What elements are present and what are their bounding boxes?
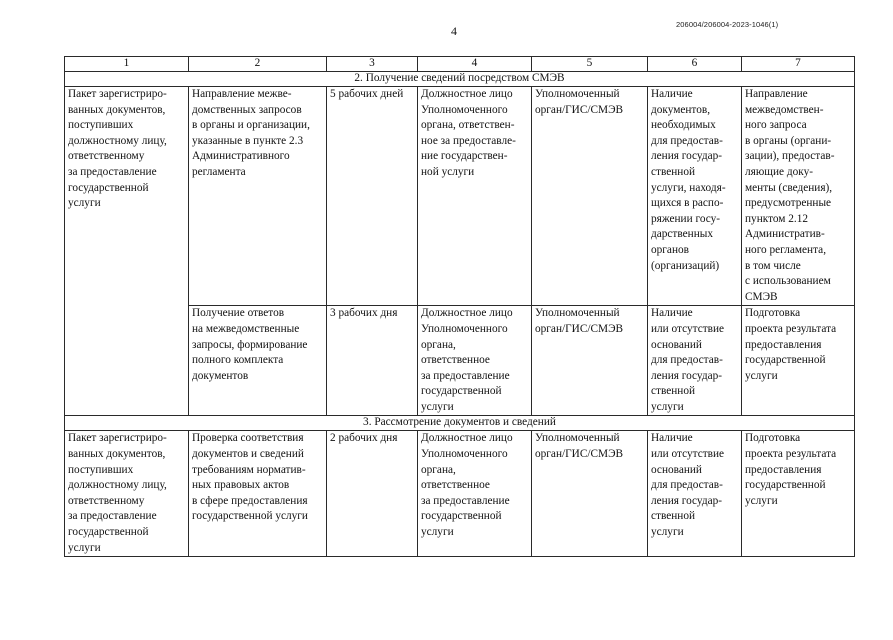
table-cell bbox=[65, 87, 189, 416]
column-header: 1 bbox=[65, 57, 189, 72]
table-cell bbox=[418, 431, 532, 557]
table-row bbox=[65, 87, 855, 306]
section-title: 3. Рассмотрение документов и сведений bbox=[65, 416, 855, 431]
table-cell bbox=[189, 306, 327, 416]
table-cell bbox=[327, 431, 418, 557]
table-cell bbox=[648, 87, 742, 306]
table-cell bbox=[327, 87, 418, 306]
column-header: 7 bbox=[742, 57, 855, 72]
cell-text: Наличие документов, необходимых для предостав- ления государ- ственной услуги, находя- щихся в распо- ряжении госу- дарственных органов (организаций) bbox=[651, 88, 726, 272]
table-cell bbox=[648, 431, 742, 557]
cell-text: Наличие или отсутствие оснований для предостав- ления государ- ственной услуги bbox=[651, 307, 725, 413]
section-header-row bbox=[65, 416, 855, 431]
table-cell bbox=[648, 306, 742, 416]
column-header: 2 bbox=[189, 57, 327, 72]
cell-text: Должностное лицо Уполномоченного органа, ответствен- ное за предоставле- ние государствен- ной услуги bbox=[421, 88, 516, 178]
cell-text: Пакет зарегистриро- ванных документов, поступивших должностному лицу, ответственному за предоставление государственной услуги bbox=[68, 88, 167, 210]
column-header: 4 bbox=[418, 57, 532, 72]
table-cell bbox=[418, 87, 532, 306]
table-cell bbox=[189, 431, 327, 557]
section-title: 2. Получение сведений посредством СМЭВ bbox=[65, 72, 855, 87]
cell-text: Наличие или отсутствие оснований для предостав- ления государ- ственной услуги bbox=[651, 432, 725, 539]
cell-text: 2 рабочих дня bbox=[330, 432, 398, 445]
table-cell bbox=[532, 306, 648, 416]
table-cell bbox=[327, 306, 418, 416]
cell-text: Направление межве- домственных запросов в органы и организации, указанные в пункте 2.3 Административного регламента bbox=[192, 88, 310, 178]
section-header-row bbox=[65, 72, 855, 87]
table-header-row bbox=[65, 57, 855, 72]
document-code: 206004/206004-2023-1046(1) bbox=[676, 20, 779, 29]
table-cell bbox=[742, 431, 855, 557]
cell-text: Направление межведомствен- ного запроса в органы (органи- зации), предостав- ляющие доку- менты (сведения), предусмотренные пунктом 2.12 Административ- ного регламента, в том числе с использованием СМЭВ bbox=[745, 88, 835, 303]
page-number: 4 bbox=[451, 24, 457, 38]
table-cell bbox=[189, 87, 327, 306]
cell-text: Пакет зарегистриро- ванных документов, поступивших должностному лицу, ответственному за предоставление государственной услуги bbox=[68, 432, 167, 554]
column-header: 6 bbox=[648, 57, 742, 72]
cell-text: Уполномоченный орган/ГИС/СМЭВ bbox=[535, 307, 624, 335]
table-cell bbox=[742, 87, 855, 306]
cell-text: Проверка соответствия документов и сведений требованиям норматив- ных правовых актов в сфере предоставления государственной услуги bbox=[192, 432, 308, 523]
cell-text: Уполномоченный орган/ГИС/СМЭВ bbox=[535, 88, 624, 116]
table-cell bbox=[418, 306, 532, 416]
table-cell bbox=[742, 306, 855, 416]
cell-text: Уполномоченный орган/ГИС/СМЭВ bbox=[535, 432, 624, 461]
table-cell bbox=[65, 431, 189, 557]
procedure-table bbox=[64, 56, 855, 557]
table-row bbox=[65, 431, 855, 557]
column-header: 3 bbox=[327, 57, 418, 72]
cell-text: Подготовка проекта результата предоставления государственной услуги bbox=[745, 307, 837, 382]
cell-text: Должностное лицо Уполномоченного органа, ответственное за предоставление государственной услуги bbox=[421, 432, 513, 539]
column-header: 5 bbox=[532, 57, 648, 72]
cell-text: Подготовка проекта результата предоставления государственной услуги bbox=[745, 432, 837, 507]
table-cell bbox=[532, 431, 648, 557]
cell-text: Получение ответов на межведомственные запросы, формирование полного комплекта документов bbox=[192, 307, 308, 382]
cell-text: Должностное лицо Уполномоченного органа, ответственное за предоставление государственной услуги bbox=[421, 307, 513, 413]
cell-text: 3 рабочих дня bbox=[330, 307, 398, 320]
cell-text: 5 рабочих дней bbox=[330, 88, 404, 100]
table-cell bbox=[532, 87, 648, 306]
